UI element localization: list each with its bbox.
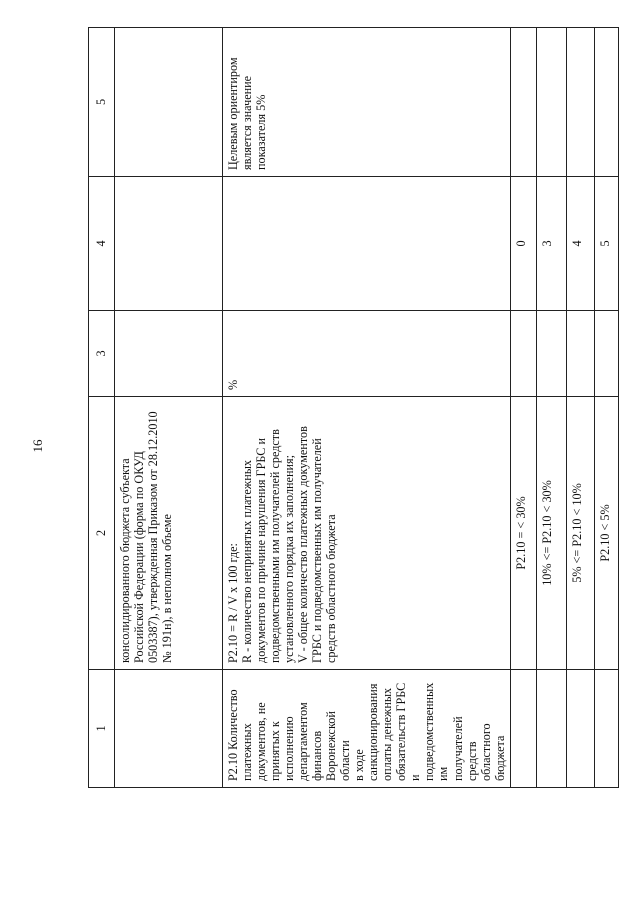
header-cell: 5: [89, 28, 115, 177]
empty-cell: [594, 28, 618, 177]
empty-cell: [594, 670, 618, 788]
criteria-table: [88, 27, 619, 788]
header-cell: 4: [89, 177, 115, 311]
empty-cell: [115, 311, 223, 397]
header-cell: 2: [89, 397, 115, 670]
range-row: [536, 28, 566, 788]
empty-cell: [115, 28, 223, 177]
header-cell: 3: [89, 311, 115, 397]
empty-cell: [536, 670, 566, 788]
empty-cell: [510, 670, 536, 788]
empty-cell: [510, 311, 536, 397]
empty-cell: [536, 28, 566, 177]
indicator-row: [223, 28, 511, 788]
empty-cell: [536, 311, 566, 397]
empty-cell: [566, 311, 594, 397]
range-row: [594, 28, 618, 788]
range-score: 0: [510, 177, 536, 311]
empty-cell: [566, 28, 594, 177]
range-condition: Р2.10 = < 30%: [510, 397, 536, 670]
indicator-formula: Р2.10 = R / V х 100 где: R - количество непринятых платежных документов по причине нарушения ГРБС и подведомственными им получателей средств установленного порядка их заполнения; V - общее количество платежных документов ГРБС и подведомственных им получателей средств областного бюджета: [223, 397, 511, 670]
empty-cell: [223, 177, 511, 311]
indicator-name: Р2.10 Количество платежных документов, не принятых к исполнению департаментом финансов Воронежской области в ходе санкционирования оплаты денежных обязательств ГРБС и подведомственных им получателей средств областного бюджета: [223, 670, 511, 788]
continuation-row: [115, 28, 223, 788]
range-score: 4: [566, 177, 594, 311]
range-condition: 10% <= Р2.10 < 30%: [536, 397, 566, 670]
range-score: 5: [594, 177, 618, 311]
continuation-text: консолидированного бюджета субъекта Российской Федерации (форма по ОКУД 0503387), утвержденная Приказом от 28.12.2010 № 191н), в неполном объеме: [115, 397, 223, 670]
header-cell: 1: [89, 670, 115, 788]
page-number: 16: [30, 439, 45, 453]
range-condition: 5% <= Р2.10 < 10%: [566, 397, 594, 670]
range-row: [510, 28, 536, 788]
empty-cell: [510, 28, 536, 177]
range-condition: Р2.10 < 5%: [594, 397, 618, 670]
range-row: [566, 28, 594, 788]
empty-cell: [594, 311, 618, 397]
range-score: 3: [536, 177, 566, 311]
header-row: [89, 28, 115, 788]
empty-cell: [115, 177, 223, 311]
indicator-unit: %: [223, 311, 511, 397]
empty-cell: [566, 670, 594, 788]
rotated-page: [88, 28, 612, 788]
indicator-note: Целевым ориентиром является значение показателя 5%: [223, 28, 511, 177]
empty-cell: [115, 670, 223, 788]
